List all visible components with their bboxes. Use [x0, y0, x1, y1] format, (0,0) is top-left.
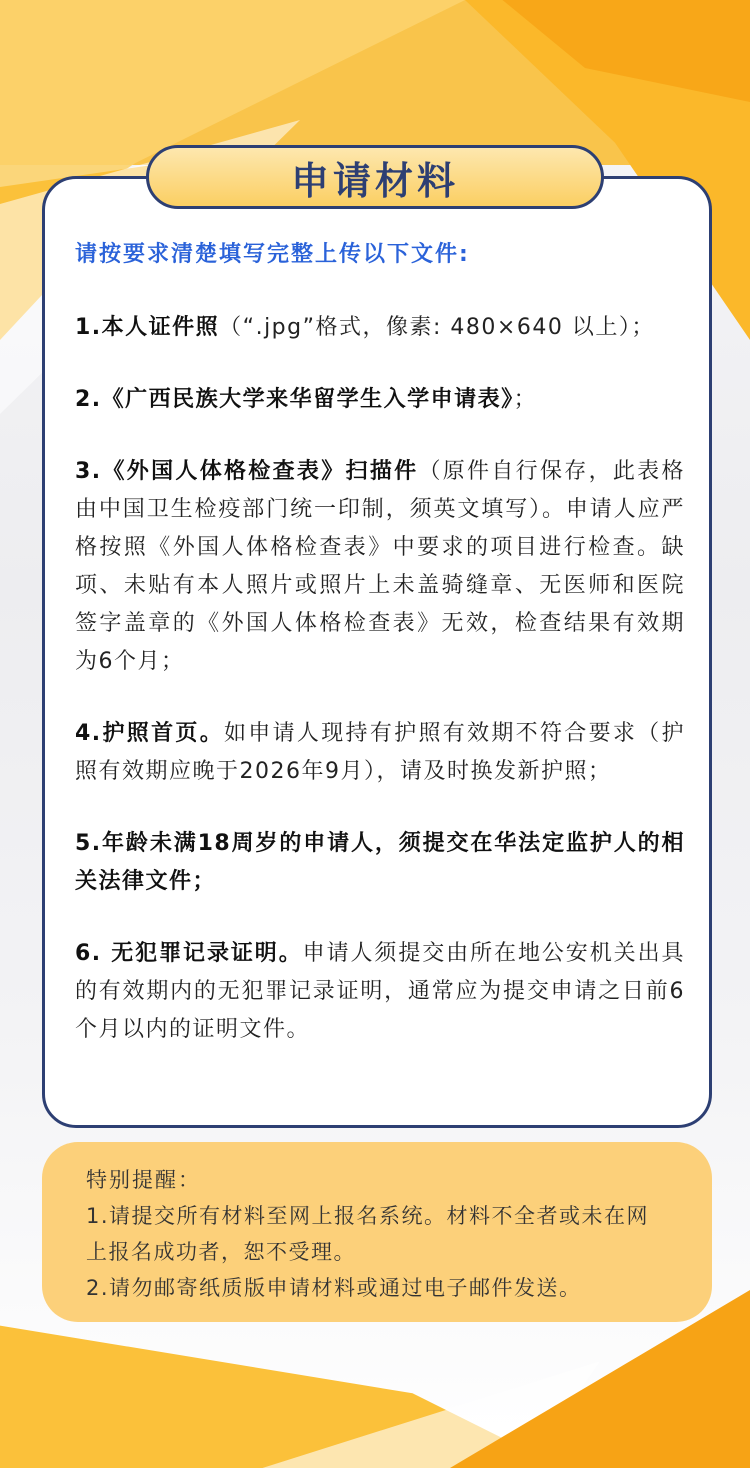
item-detail: （原件自行保存，此表格由中国卫生检疫部门统一印制，须英文填写）。申请人应严格按照《外国人体格检查表》中要求的项目进行检查。缺项、未贴有本人照片或照片上未盖骑缝章、无医师和医院签字盖章的《外国人体格检查表》无效，检查结果有效期为6个月； [75, 459, 685, 674]
item-detail: （“.jpg”格式，像素: 480×640 以上）； [219, 315, 655, 340]
item-heading: 3.《外国人体格检查表》扫描件 [75, 459, 419, 484]
material-item-passport [75, 715, 685, 791]
materials-content [75, 235, 685, 1083]
item-detail: 如申请人现持有护照有效期不符合要求（护照有效期应晚于2026年9月），请及时换发新护照； [75, 721, 685, 784]
material-item-photo [75, 309, 685, 347]
special-reminder-box [42, 1142, 712, 1322]
item-heading: 2.《广西民族大学来华留学生入学申请表》 [75, 387, 514, 412]
material-item-health-form [75, 453, 685, 681]
materials-card [42, 176, 712, 1128]
material-item-application-form [75, 381, 685, 419]
page-title: 申请材料 [290, 158, 459, 203]
item-detail: 申请人须提交由所在地公安机关出具的有效期内的无犯罪记录证明，通常应为提交申请之日前6个月以内的证明文件。 [75, 941, 685, 1042]
item-heading: 5.年龄未满18周岁的申请人，须提交在华法定监护人的相关法律文件； [75, 831, 685, 894]
item-heading: 1.本人证件照 [75, 315, 220, 340]
intro-text: 请按要求清楚填写完整上传以下文件: [75, 242, 470, 267]
reminder-title: 特别提醒： [86, 1168, 201, 1192]
material-item-guardian [75, 825, 685, 901]
item-heading: 6. 无犯罪记录证明。 [75, 941, 303, 966]
reminder-line: 1.请提交所有材料至网上报名系统。材料不全者或未在网上报名成功者，恕不受理。 [86, 1204, 650, 1264]
item-heading: 4.护照首页。 [75, 721, 224, 746]
title-banner [146, 145, 604, 209]
reminder-line: 2.请勿邮寄纸质版申请材料或通过电子邮件发送。 [86, 1276, 582, 1300]
material-item-no-criminal-record [75, 935, 685, 1049]
item-detail: ； [513, 387, 538, 412]
